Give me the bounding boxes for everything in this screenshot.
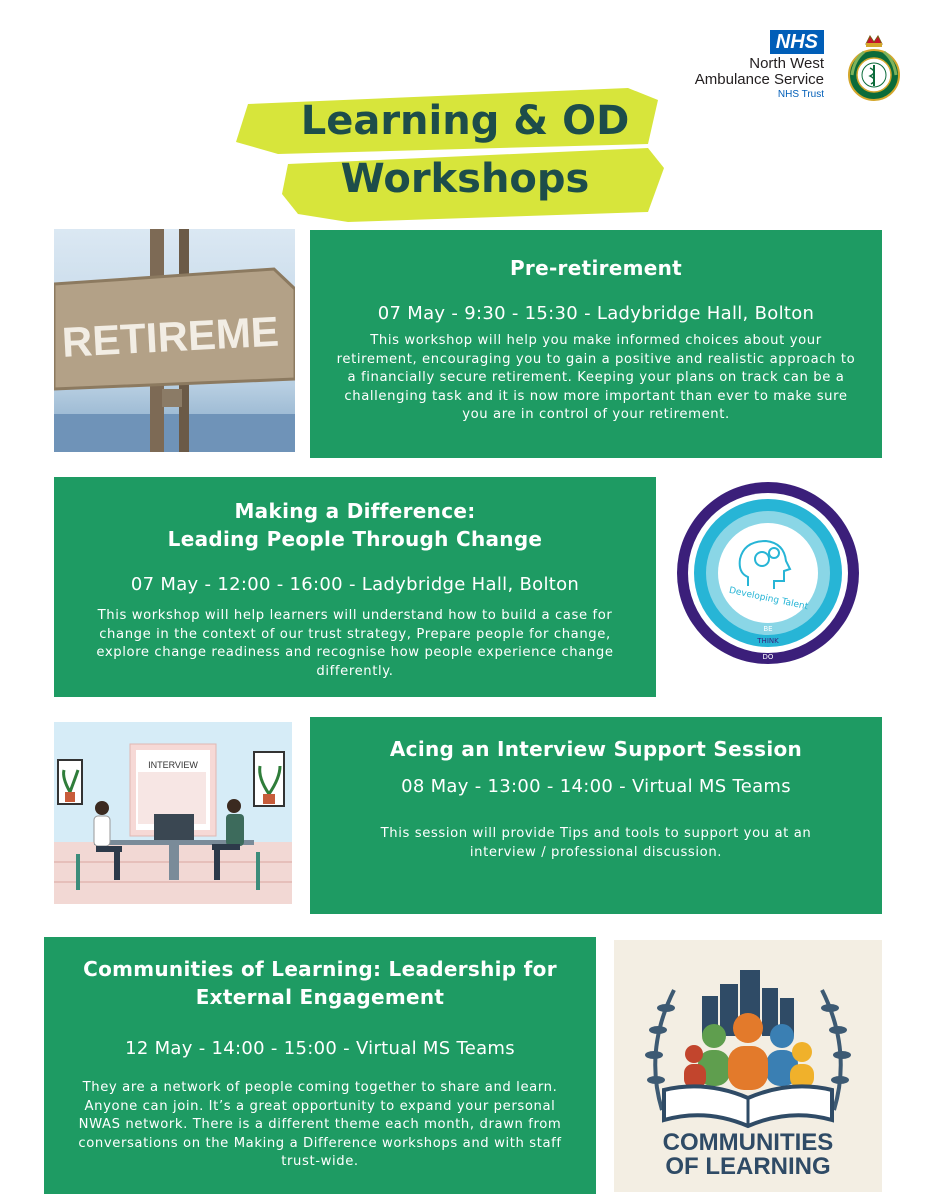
organisation-name	[695, 56, 824, 101]
workshop-panel-making-a-difference	[54, 477, 656, 697]
interview-illustration	[54, 722, 292, 904]
workshop-details: 12 May - 14:00 - 15:00 - Virtual MS Teams	[125, 1038, 515, 1059]
ambulance-crest-icon	[844, 30, 904, 104]
workshop-panel-pre-retirement	[310, 230, 882, 458]
title-line-2: Workshops	[340, 156, 590, 202]
workshop-description: This workshop will help you make informed choices about your retirement, encouraging you to gain a positive and realistic approach to a financially secure retirement. Keeping your plans on track can be a challenging task and it is now more important than ever to make sure you are in control of your retirement.	[336, 333, 856, 422]
workshop-title-line-2: External Engagement	[195, 985, 445, 1009]
workshop-title: Acing an Interview Support Session	[389, 737, 803, 761]
developing-talent-badge	[676, 481, 860, 665]
workshop-panel-interview-support	[310, 717, 882, 914]
logo-text-line-2: OF LEARNING	[665, 1153, 831, 1180]
workshop-details: 07 May - 12:00 - 16:00 - Ladybridge Hall, Bolton	[130, 574, 580, 595]
org-line-1: North West	[749, 55, 824, 72]
workshop-title-line-2: Leading People Through Change	[167, 527, 543, 551]
badge-be: BE	[763, 625, 773, 633]
retirement-sign-image	[54, 229, 295, 452]
logo-text-line-1: COMMUNITIES	[662, 1129, 834, 1156]
org-line-3: NHS Trust	[777, 89, 824, 100]
workshop-title: Pre-retirement	[509, 256, 683, 280]
retirement-sign-text: RETIREME	[60, 307, 280, 366]
workshop-title-line-1: Making a Difference:	[234, 499, 476, 523]
page-title	[230, 92, 700, 208]
org-line-2: Ambulance Service	[694, 71, 824, 88]
communities-of-learning-logo	[614, 940, 882, 1192]
workshop-panel-communities-of-learning	[44, 937, 596, 1194]
badge-do: DO	[762, 653, 774, 661]
workshop-description: This session will provide Tips and tools to support you at an interview / professional discussion.	[380, 826, 812, 860]
interview-sign-text: INTERVIEW	[148, 760, 198, 770]
workshop-description: This workshop will help learners will understand how to build a case for change in the context of our trust strategy, Prepare people for change, explore change readiness and recognise how people experience change differently.	[96, 608, 614, 679]
badge-label: Developing Talent	[727, 585, 809, 613]
badge-think: THINK	[757, 637, 779, 645]
title-line-1: Learning & OD	[300, 98, 630, 144]
nhs-logo: NHS	[770, 30, 824, 54]
workshop-description: They are a network of people coming together to share and learn. Anyone can join. It’s a great opportunity to expand your personal NWAS network. There is a different theme each month, drawn from conversations on the Making a Difference workshops and with staff trust-wide.	[78, 1080, 562, 1169]
workshop-details: 08 May - 13:00 - 14:00 - Virtual MS Teams	[401, 776, 791, 797]
workshop-details: 07 May - 9:30 - 15:30 - Ladybridge Hall, Bolton	[377, 303, 815, 324]
workshop-title-line-1: Communities of Learning: Leadership for	[83, 957, 557, 981]
